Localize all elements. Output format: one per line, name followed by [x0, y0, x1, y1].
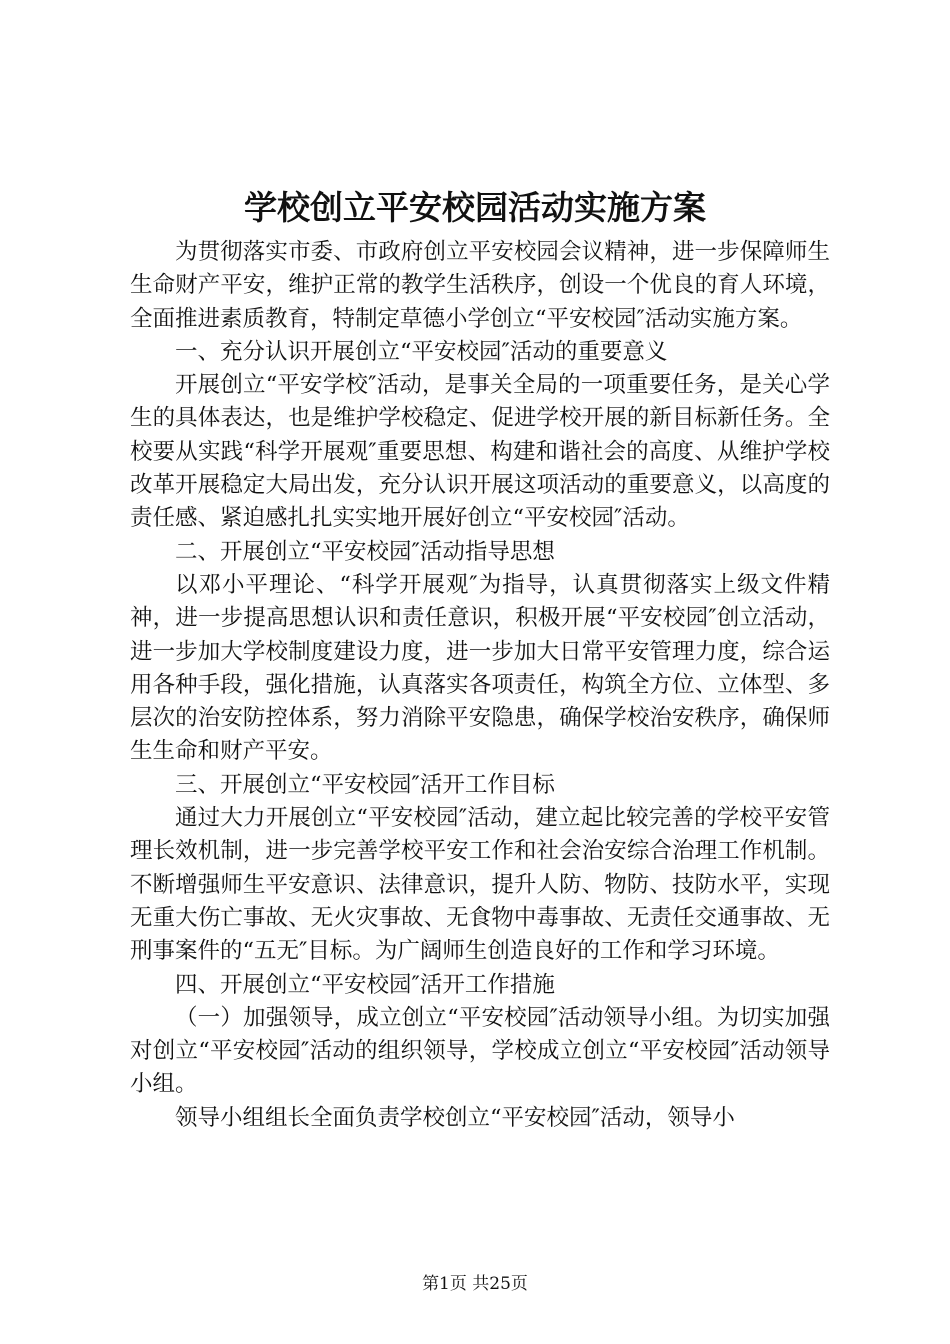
section-heading-1: 一、充分认识开展创立“平安校园″活动的重要意义	[175, 338, 668, 365]
document-body	[130, 236, 830, 1135]
intro-paragraph: 为贯彻落实市委、市政府创立平安校园会议精神，进一步保障师生生命财产平安，维护正常的教学生活秩序，创设一个优良的育人环境，全面推进素质教育，特制定草德小学创立“平安校园″活动实施方案。	[130, 239, 830, 332]
page-number-footer: 第1页 共25页	[422, 1274, 528, 1294]
section-1-paragraph: 开展创立“平安学校″活动，是事关全局的一项重要任务，是关心学生的具体表达，也是维护学校稳定、促进学校开展的新目标新任务。全校要从实践“科学开展观″重要思想、构建和谐社会的高度、从维护学校改革开展稳定大局出发，充分认识开展这项活动的重要意义，以高度的责任感、紧迫感扎扎实实地开展好创立“平安校园″活动。	[130, 372, 830, 532]
section-heading-3: 三、开展创立“平安校园″活开工作目标	[175, 771, 555, 798]
section-3-paragraph: 通过大力开展创立“平安校园″活动，建立起比较完善的学校平安管理长效机制，进一步完善学校平安工作和社会治安综合治理工作机制。不断增强师生平安意识、法律意识，提升人防、物防、技防水平，实现无重大伤亡事故、无火灾事故、无食物中毒事故、无责任交通事故、无刑事案件的“五无″目标。为广阔师生创造良好的工作和学习环境。	[130, 805, 830, 965]
section-heading-4: 四、开展创立“平安校园″活开工作措施	[175, 971, 555, 998]
section-heading-2: 二、开展创立“平安校园″活动指导思想	[175, 538, 555, 565]
section-4-paragraph-1: （一）加强领导，成立创立“平安校园″活动领导小组。为切实加强对创立“平安校园″活动的组织领导，学校成立创立“平安校园″活动领导小组。	[130, 1004, 830, 1098]
section-4-paragraph-2: 领导小组组长全面负责学校创立“平安校园″活动，领导小	[175, 1104, 735, 1131]
document-title: 学校创立平安校园活动实施方案	[244, 188, 706, 227]
section-2-paragraph: 以邓小平理论、“科学开展观″为指导，认真贯彻落实上级文件精神，进一步提高思想认识和责任意识，积极开展“平安校园″创立活动，进一步加大学校制度建设力度，进一步加大日常平安管理力度，综合运用各种手段，强化措施，认真落实各项责任，构筑全方位、立体型、多层次的治安防控体系，努力消除平安隐患，确保学校治安秩序，确保师生生命和财产平安。	[130, 571, 830, 765]
